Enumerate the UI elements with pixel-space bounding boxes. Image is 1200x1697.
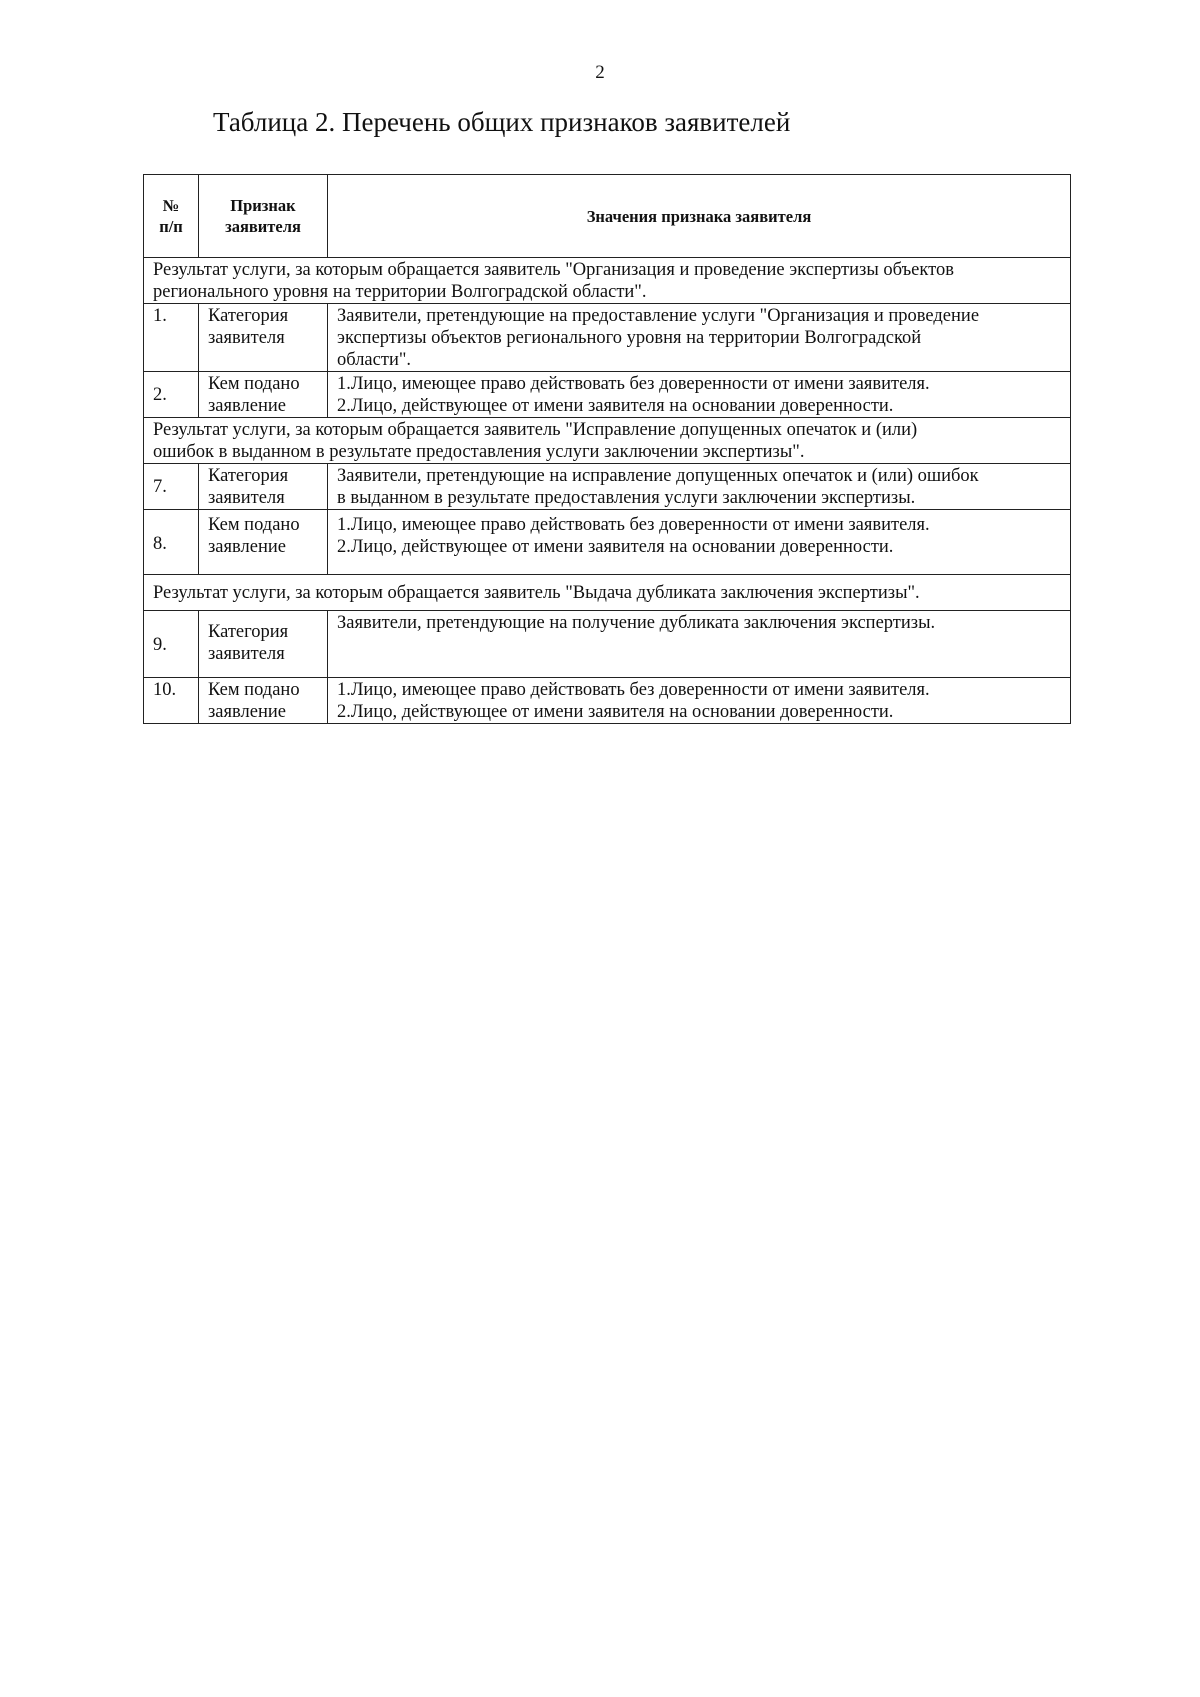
row-number: 7. <box>144 464 199 510</box>
row-attribute: Кем подано заявление <box>199 372 328 418</box>
row-values: 1.Лицо, имеющее право действовать без доверенности от имени заявителя. 2.Лицо, действующее от имени заявителя на основании доверенности. <box>328 372 1071 418</box>
row-number: 1. <box>144 304 199 372</box>
table-row <box>144 304 1071 372</box>
row-values: Заявители, претендующие на получение дубликата заключения экспертизы. <box>328 611 1071 678</box>
row-number: 9. <box>144 611 199 678</box>
row-values: 1.Лицо, имеющее право действовать без доверенности от имени заявителя. 2.Лицо, действующее от имени заявителя на основании доверенности. <box>328 678 1071 724</box>
applicant-attributes-table <box>143 174 1071 724</box>
table-row <box>144 510 1071 575</box>
row-attribute: Кем подано заявление <box>199 678 328 724</box>
table-header-row <box>144 175 1071 258</box>
row-number: 10. <box>144 678 199 724</box>
section-caption-row <box>144 258 1071 304</box>
row-attribute: Категория заявителя <box>199 304 328 372</box>
section-caption: Результат услуги, за которым обращается заявитель "Выдача дубликата заключения экспертизы". <box>144 575 1071 611</box>
table-row <box>144 678 1071 724</box>
row-values: Заявители, претендующие на исправление допущенных опечаток и (или) ошибок в выданном в результате предоставления услуги заключении экспертизы. <box>328 464 1071 510</box>
row-attribute: Кем подано заявление <box>199 510 328 575</box>
header-number: № п/п <box>144 175 199 258</box>
section-caption-row <box>144 575 1071 611</box>
table-row <box>144 372 1071 418</box>
section-caption-row <box>144 418 1071 464</box>
row-attribute: Категория заявителя <box>199 464 328 510</box>
table-row <box>144 464 1071 510</box>
header-attribute: Признак заявителя <box>199 175 328 258</box>
row-number: 8. <box>144 510 199 575</box>
table-row <box>144 611 1071 678</box>
section-caption: Результат услуги, за которым обращается заявитель "Организация и проведение экспертизы объектов регионального уровня на территории Волгоградской области". <box>144 258 1071 304</box>
row-values: 1.Лицо, имеющее право действовать без доверенности от имени заявителя. 2.Лицо, действующее от имени заявителя на основании доверенности. <box>328 510 1071 575</box>
page-number: 2 <box>595 62 605 83</box>
row-values: Заявители, претендующие на предоставление услуги "Организация и проведение экспертизы объектов регионального уровня на территории Волгоградской области". <box>328 304 1071 372</box>
page-title: Таблица 2. Перечень общих признаков заявителей <box>213 107 791 137</box>
section-caption: Результат услуги, за которым обращается заявитель "Исправление допущенных опечаток и (или) ошибок в выданном в результате предоставления услуги заключении экспертизы". <box>144 418 1071 464</box>
row-number: 2. <box>144 372 199 418</box>
row-attribute: Категория заявителя <box>199 611 328 678</box>
header-values: Значения признака заявителя <box>328 175 1071 258</box>
